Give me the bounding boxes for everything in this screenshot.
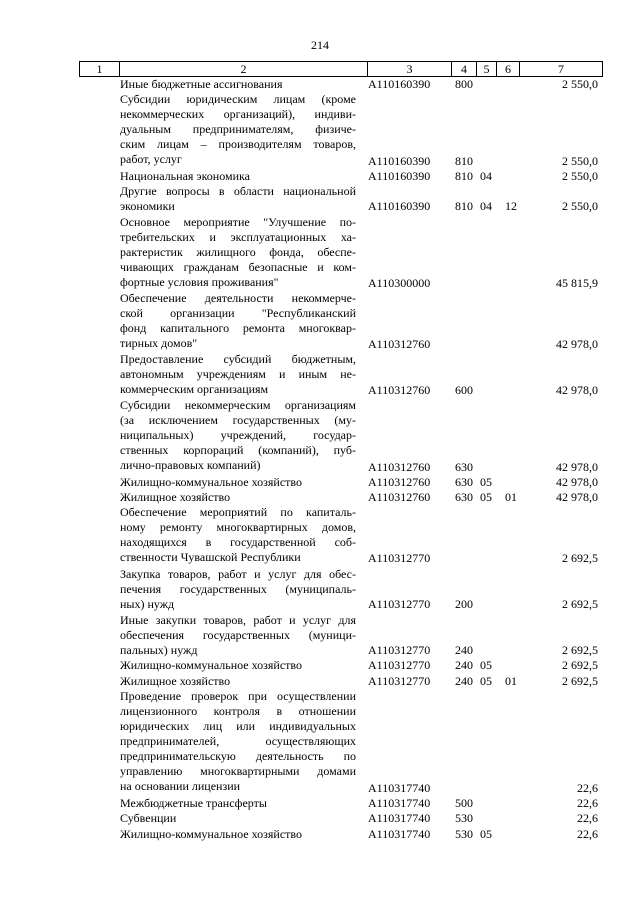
row-name-line: Проведение проверок при осуществлении (120, 689, 356, 703)
row-code: А110312770 (368, 597, 431, 612)
row-name-line: предпринимательскую деятельность по (120, 749, 356, 763)
header-col-3: 3 (367, 62, 451, 76)
row-name-line: находящихся в государственной соб- (120, 535, 356, 550)
row-name-line: требительских и эксплуатационных ха- (120, 229, 356, 244)
row-name (120, 475, 356, 490)
row-value: 45 815,9 (556, 275, 598, 290)
row-expense-type: 810 (455, 168, 473, 183)
header-col-2: 2 (119, 62, 367, 76)
row-name-line: Закупка товаров, работ и услуг для обес- (120, 566, 356, 581)
row-name-line: работ, услуг (120, 152, 182, 167)
row-code: А110312760 (368, 474, 431, 489)
row-name-line: пальных) нужд (120, 642, 198, 657)
row-name-line: некоммерческих организаций), индиви- (120, 107, 356, 122)
row-section: 05 (480, 474, 492, 489)
row-value: 42 978,0 (556, 474, 598, 489)
row-section: 04 (480, 199, 492, 214)
row-name (120, 77, 356, 92)
row-value: 2 550,0 (562, 77, 598, 91)
row-name (120, 567, 356, 612)
row-name-line: Обеспечение деятельности некоммерче- (120, 291, 356, 306)
row-name-line: лично-правовых компаний) (120, 458, 261, 473)
row-name-line: коммерческим организациям (120, 382, 269, 397)
row-code: А110312770 (368, 643, 431, 658)
row-name (120, 505, 356, 565)
row-code: А110317740 (368, 796, 431, 811)
row-code: А110312770 (368, 658, 431, 673)
row-code: А110300000 (368, 275, 431, 290)
row-name-line: автономным учреждениям и иным не- (120, 367, 356, 382)
row-code: А110317740 (368, 811, 431, 826)
row-expense-type: 630 (455, 459, 473, 474)
row-name-line: предпринимателей, осуществляющих (120, 734, 356, 748)
row-name (120, 169, 356, 184)
row-name-line: Жилищно-коммунальное хозяйство (120, 658, 303, 673)
header-col-1: 1 (79, 62, 119, 76)
row-code: А110312770 (368, 673, 431, 688)
row-value: 42 978,0 (556, 459, 598, 474)
row-name-line: ному ремонту многоквартирных домов, (120, 520, 356, 535)
row-value: 2 692,5 (562, 658, 598, 673)
row-name (120, 490, 356, 505)
row-name-line: экономики (120, 199, 175, 214)
header-col-7: 7 (519, 62, 603, 76)
row-name-line: Национальная экономика (120, 168, 250, 183)
row-name-line: дуальным предпринимателям, физиче- (120, 122, 356, 137)
row-name-line: (за исключением государственных (му- (120, 413, 356, 428)
row-expense-type: 240 (455, 658, 473, 673)
row-subsection: 01 (505, 490, 517, 505)
row-expense-type: 800 (455, 77, 473, 91)
row-code: А110312760 (368, 459, 431, 474)
row-name (120, 796, 356, 811)
row-name-line: Субсидии некоммерческим организациям (120, 398, 356, 413)
row-code: А110312770 (368, 551, 431, 566)
row-name-line: Иные закупки товаров, работ и услуг для (120, 612, 356, 627)
row-value: 42 978,0 (556, 383, 598, 397)
row-expense-type: 530 (455, 811, 473, 826)
row-code: А110312760 (368, 337, 431, 352)
row-name (120, 398, 356, 473)
row-expense-type: 810 (455, 199, 473, 214)
row-code: А110160390 (368, 168, 431, 183)
row-section: 05 (480, 673, 492, 688)
row-section: 04 (480, 168, 492, 183)
row-value: 2 692,5 (562, 643, 598, 658)
row-section: 05 (480, 658, 492, 673)
row-name (120, 689, 356, 794)
page-number: 214 (311, 38, 329, 52)
row-name-line: Обеспечение мероприятий по капиталь- (120, 505, 356, 520)
row-name-line: управлению многоквартирными домами (120, 764, 356, 778)
row-value: 42 978,0 (556, 490, 598, 505)
row-value: 22,6 (577, 826, 598, 841)
row-name-line: фонд капитального ремонта многоквар- (120, 321, 356, 336)
row-name-line: Жилищно-коммунальное хозяйство (120, 826, 303, 841)
row-name-line: фортные условия проживания" (120, 274, 279, 289)
row-value: 22,6 (577, 780, 598, 795)
row-name-line: печения государственных (муниципаль- (120, 581, 356, 596)
row-name-line: тирных домов" (120, 336, 198, 351)
row-code: А110160390 (368, 153, 431, 168)
header-col-6: 6 (496, 62, 519, 76)
row-name-line: ственных корпораций (компаний), пуб- (120, 443, 356, 458)
row-expense-type: 200 (455, 597, 473, 612)
row-value: 2 692,5 (562, 597, 598, 612)
row-name-line: Иные бюджетные ассигнования (120, 77, 283, 91)
row-name-line: Предоставление субсидий бюджетным, (120, 352, 356, 367)
row-name-line: Жилищное хозяйство (120, 673, 231, 688)
row-name-line: Основное мероприятие "Улучшение по- (120, 214, 356, 229)
row-code: А110312760 (368, 490, 431, 505)
row-name (120, 827, 356, 842)
row-name (120, 674, 356, 689)
row-name (120, 613, 356, 658)
row-name-line: ской организации "Республиканский (120, 306, 356, 321)
row-name-line: на основании лицензии (120, 779, 241, 793)
row-value: 22,6 (577, 796, 598, 811)
row-section: 05 (480, 490, 492, 505)
row-expense-type: 810 (455, 153, 473, 168)
row-name-line: чивающих гражданам безопасные и ком- (120, 259, 356, 274)
row-code: А110160390 (368, 77, 431, 91)
row-value: 2 550,0 (562, 168, 598, 183)
row-name-line: ниципальных) учреждений, государ- (120, 428, 356, 443)
row-expense-type: 600 (455, 383, 473, 397)
row-name (120, 215, 356, 290)
row-name (120, 291, 356, 351)
row-name-line: Субвенции (120, 811, 177, 826)
table-header-row (79, 61, 603, 77)
row-value: 2 692,5 (562, 551, 598, 566)
row-name-line: обеспечения государственных (муници- (120, 627, 356, 642)
row-name (120, 658, 356, 673)
row-code: А110160390 (368, 199, 431, 214)
header-col-5: 5 (476, 62, 496, 76)
row-name-line: лицензионного контроля в отношении (120, 704, 356, 718)
row-name-line: рактеристик жилищного фонда, обеспе- (120, 244, 356, 259)
row-name-line: ственности Чувашской Республики (120, 550, 301, 565)
row-name-line: Жилищное хозяйство (120, 490, 231, 505)
row-expense-type: 500 (455, 796, 473, 811)
row-name-line: Жилищно-коммунальное хозяйство (120, 474, 303, 489)
row-value: 42 978,0 (556, 337, 598, 352)
row-value: 2 550,0 (562, 199, 598, 214)
row-name-line: юридических лиц или индивидуальных (120, 719, 356, 733)
row-name (120, 184, 356, 214)
row-name (120, 352, 356, 397)
row-subsection: 12 (505, 199, 517, 214)
row-name (120, 92, 356, 167)
row-value: 22,6 (577, 811, 598, 826)
row-expense-type: 240 (455, 673, 473, 688)
row-section: 05 (480, 826, 492, 841)
row-name-line: Субсидии юридическим лицам (кроме (120, 92, 356, 107)
row-expense-type: 240 (455, 643, 473, 658)
row-code: А110317740 (368, 780, 431, 795)
row-value: 2 550,0 (562, 153, 598, 168)
row-name-line: ных) нужд (120, 596, 175, 611)
row-name (120, 811, 356, 826)
row-name-line: ским лицам – производителям товаров, (120, 137, 356, 152)
row-expense-type: 630 (455, 490, 473, 505)
row-code: А110317740 (368, 826, 431, 841)
row-code: А110312760 (368, 383, 431, 397)
row-expense-type: 530 (455, 826, 473, 841)
row-subsection: 01 (505, 673, 517, 688)
row-name-line: Межбюджетные трансферты (120, 796, 267, 811)
row-expense-type: 630 (455, 474, 473, 489)
header-col-4: 4 (451, 62, 476, 76)
row-name-line: Другие вопросы в области национальной (120, 184, 356, 199)
row-value: 2 692,5 (562, 673, 598, 688)
